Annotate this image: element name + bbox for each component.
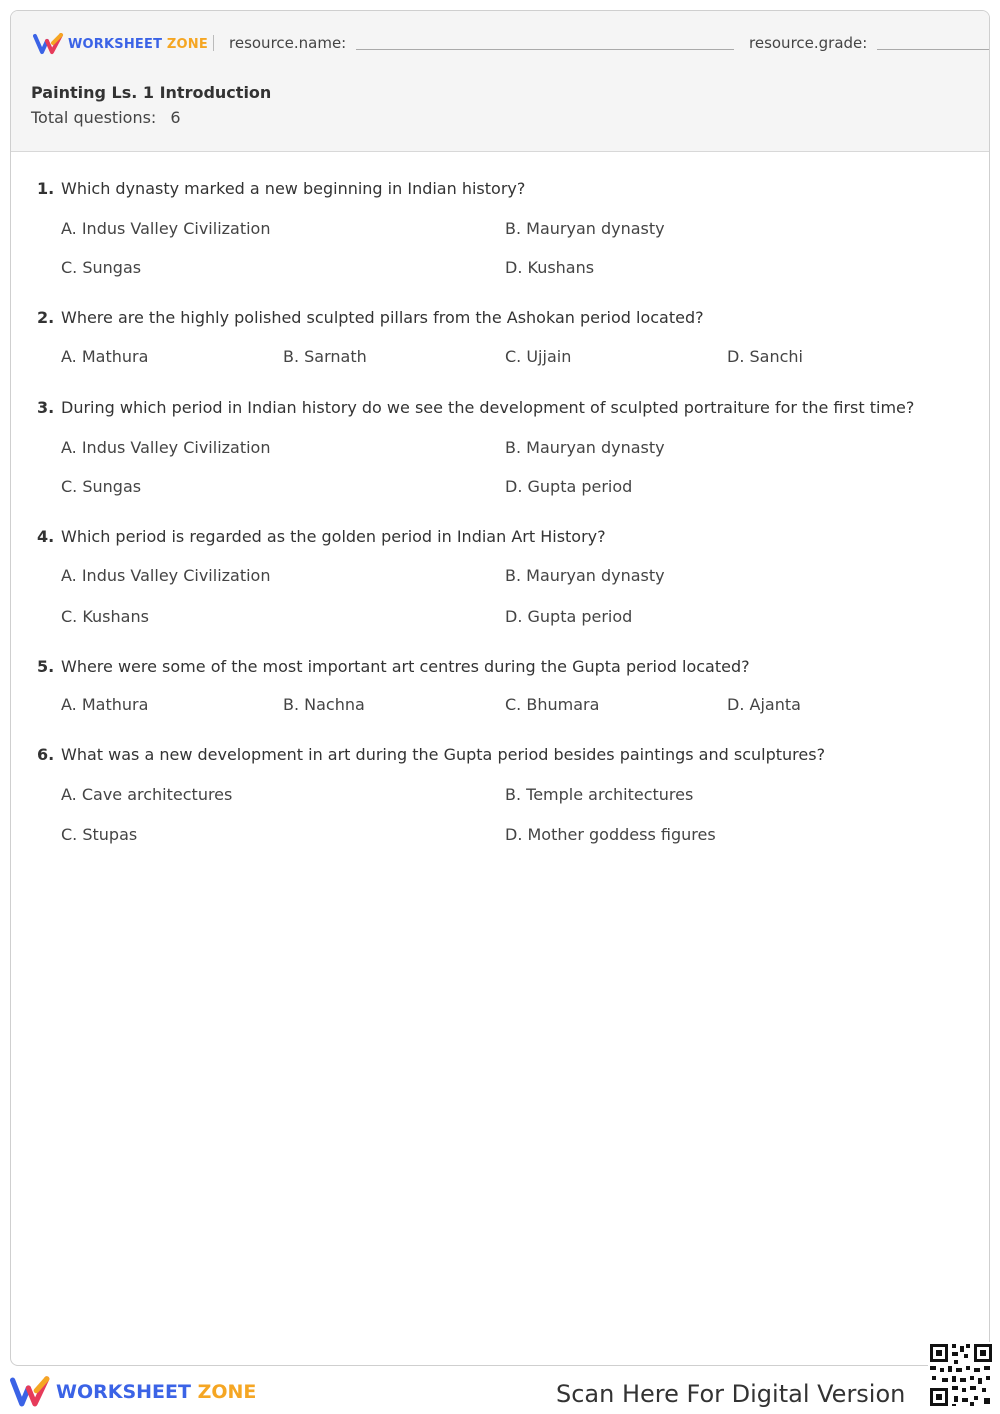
question-text: What was a new development in art during the Gupta period besides paintings and sculptures? (61, 745, 826, 764)
option-2b[interactable]: B. Sarnath (283, 347, 367, 366)
option-6b[interactable]: B. Temple architectures (505, 785, 694, 804)
question-text: Which dynasty marked a new beginning in Indian history? (61, 179, 526, 198)
option-5c[interactable]: C. Bhumara (505, 695, 600, 714)
worksheet-zone-logo-icon (33, 33, 65, 55)
worksheet-zone-logo-icon (10, 1376, 52, 1408)
option-1b[interactable]: B. Mauryan dynasty (505, 219, 665, 238)
question-4 (37, 527, 977, 546)
option-1a[interactable]: A. Indus Valley Civilization (61, 219, 271, 238)
option-6a[interactable]: A. Cave architectures (61, 785, 233, 804)
question-5 (37, 657, 977, 676)
worksheet-title: Painting Ls. 1 Introduction (31, 83, 272, 102)
qr-code-icon[interactable] (928, 1342, 994, 1408)
option-5b[interactable]: B. Nachna (283, 695, 365, 714)
question-number: 4. (37, 527, 55, 546)
option-5d[interactable]: D. Ajanta (727, 695, 801, 714)
resource-name-label: resource.name: (229, 34, 347, 52)
resource-grade-line[interactable] (877, 49, 989, 50)
question-number: 2. (37, 308, 55, 327)
option-6c[interactable]: C. Stupas (61, 825, 138, 844)
footer-logo (10, 1376, 256, 1408)
option-4a[interactable]: A. Indus Valley Civilization (61, 566, 271, 585)
option-3d[interactable]: D. Gupta period (505, 477, 633, 496)
resource-grade-label: resource.grade: (749, 34, 868, 52)
scan-here-text: Scan Here For Digital Version (556, 1380, 906, 1408)
resource-name-line[interactable] (356, 49, 734, 50)
option-5a[interactable]: A. Mathura (61, 695, 149, 714)
option-3c[interactable]: C. Sungas (61, 477, 142, 496)
worksheet-header (11, 11, 989, 152)
footer-logo-text: WORKSHEET ZONE (56, 1381, 257, 1403)
option-3a[interactable]: A. Indus Valley Civilization (61, 438, 271, 457)
question-text: Which period is regarded as the golden period in Indian Art History? (61, 527, 606, 546)
header-logo (33, 33, 208, 55)
logo-text: WORKSHEET ZONE (68, 36, 208, 52)
option-4c[interactable]: C. Kushans (61, 607, 149, 626)
option-1d[interactable]: D. Kushans (505, 258, 595, 277)
question-number: 1. (37, 179, 55, 198)
question-number: 5. (37, 657, 55, 676)
question-text: During which period in Indian history do we see the development of sculpted portraiture for the first time? (61, 398, 915, 417)
question-number: 6. (37, 745, 55, 764)
option-6d[interactable]: D. Mother goddess figures (505, 825, 716, 844)
question-1 (37, 179, 977, 198)
question-text: Where were some of the most important art centres during the Gupta period located? (61, 657, 750, 676)
option-2c[interactable]: C. Ujjain (505, 347, 572, 366)
option-2d[interactable]: D. Sanchi (727, 347, 803, 366)
total-questions (31, 108, 181, 127)
question-2 (37, 308, 977, 327)
option-1c[interactable]: C. Sungas (61, 258, 142, 277)
worksheet-sheet (10, 10, 990, 1366)
option-4b[interactable]: B. Mauryan dynasty (505, 566, 665, 585)
question-number: 3. (37, 398, 55, 417)
option-2a[interactable]: A. Mathura (61, 347, 149, 366)
question-6 (37, 745, 977, 764)
total-questions-label: Total questions: (31, 108, 157, 127)
option-3b[interactable]: B. Mauryan dynasty (505, 438, 665, 457)
question-3 (37, 398, 977, 417)
question-text: Where are the highly polished sculpted pillars from the Ashokan period located? (61, 308, 704, 327)
total-questions-value: 6 (170, 108, 181, 127)
option-4d[interactable]: D. Gupta period (505, 607, 633, 626)
header-divider (213, 35, 214, 51)
